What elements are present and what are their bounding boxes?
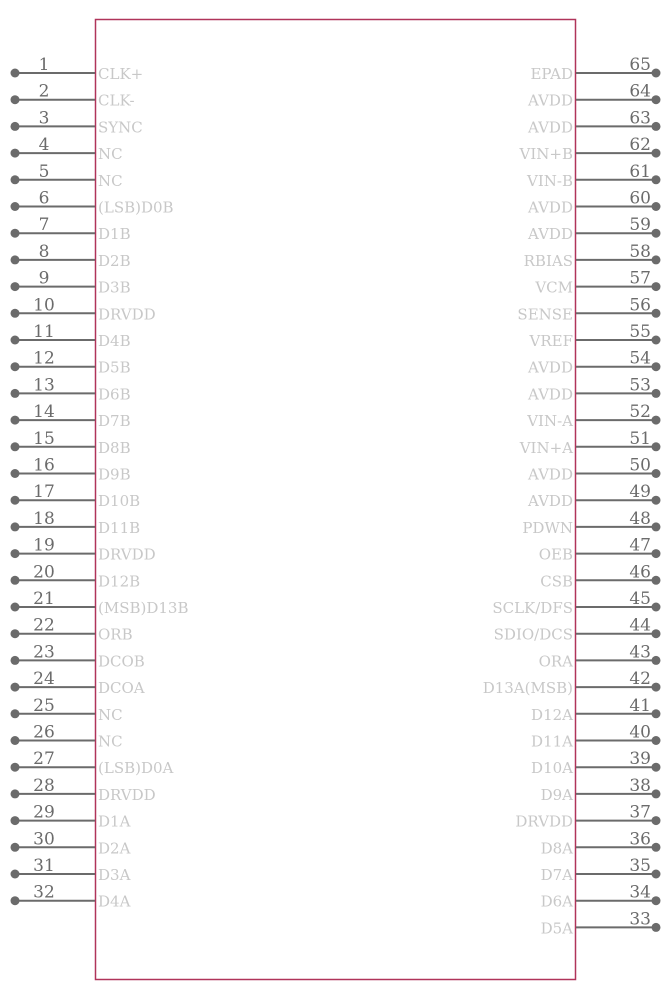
pin-name: (LSB)D0A <box>98 759 174 778</box>
pin-endpoint-dot <box>652 923 661 932</box>
pin-number: 38 <box>629 775 651 796</box>
pin-63 <box>527 108 660 136</box>
pin-45 <box>492 589 660 617</box>
pin-number: 5 <box>38 161 50 182</box>
pin-name: (MSB)D13B <box>98 599 189 617</box>
pin-40 <box>531 723 660 751</box>
pin-65 <box>530 55 660 83</box>
pin-name: D5B <box>98 358 131 377</box>
pin-name: D10B <box>98 492 141 511</box>
pin-endpoint-dot <box>652 496 661 505</box>
pin-endpoint-dot <box>11 843 20 852</box>
pin-42 <box>483 669 661 697</box>
pin-30 <box>11 829 131 857</box>
pin-endpoint-dot <box>652 442 661 451</box>
pin-endpoint-dot <box>652 576 661 585</box>
pin-endpoint-dot <box>652 175 661 184</box>
pin-endpoint-dot <box>11 816 20 825</box>
pin-number: 15 <box>33 428 55 449</box>
pin-endpoint-dot <box>652 469 661 478</box>
pin-21 <box>11 589 189 617</box>
pin-name: AVDD <box>528 118 573 137</box>
pin-endpoint-dot <box>652 416 661 425</box>
pin-name: CSB <box>540 572 573 591</box>
pin-number: 21 <box>33 589 55 609</box>
pin-26 <box>11 723 123 751</box>
pin-29 <box>11 803 131 831</box>
component-body <box>96 20 576 980</box>
pin-endpoint-dot <box>652 255 661 264</box>
pin-name: D4A <box>98 892 131 911</box>
pin-number: 57 <box>629 268 651 289</box>
pin-number: 3 <box>38 108 50 129</box>
pin-number: 36 <box>629 829 651 850</box>
pin-55 <box>529 322 661 350</box>
pin-endpoint-dot <box>652 763 661 772</box>
pin-name: OEB <box>538 545 573 564</box>
pin-number: 9 <box>38 268 50 289</box>
pin-number: 40 <box>629 722 651 743</box>
pin-name: DRVDD <box>98 785 156 804</box>
pin-name: D8B <box>98 438 131 457</box>
pin-50 <box>527 456 660 484</box>
pin-5 <box>11 162 123 190</box>
pin-61 <box>526 162 660 190</box>
pin-44 <box>494 616 661 644</box>
pin-54 <box>527 349 660 377</box>
pin-name: SENSE <box>517 305 573 324</box>
pin-name: D5A <box>540 919 573 938</box>
pin-16 <box>11 456 131 484</box>
pin-endpoint-dot <box>11 309 20 318</box>
pin-endpoint-dot <box>11 789 20 798</box>
pin-2 <box>11 82 135 110</box>
pin-number: 47 <box>629 535 651 556</box>
pin-1 <box>11 55 144 83</box>
pin-number: 25 <box>33 695 55 716</box>
pin-number: 51 <box>629 428 651 449</box>
pin-name: PDWN <box>522 518 573 537</box>
pin-62 <box>519 135 661 163</box>
pin-number: 2 <box>38 81 50 102</box>
pin-number: 56 <box>629 295 651 316</box>
pin-endpoint-dot <box>652 629 661 638</box>
pin-14 <box>11 402 131 430</box>
pin-53 <box>527 375 660 403</box>
pin-27 <box>11 749 174 777</box>
pin-name: D6B <box>98 385 131 404</box>
pin-name: NC <box>98 732 123 751</box>
pin-6 <box>11 189 174 217</box>
pin-endpoint-dot <box>652 843 661 852</box>
pin-name: DRVDD <box>98 305 156 324</box>
pin-12 <box>11 349 131 377</box>
pin-number: 55 <box>629 322 651 342</box>
pin-41 <box>531 696 660 724</box>
pin-endpoint-dot <box>11 549 20 558</box>
pin-17 <box>11 482 141 510</box>
pin-number: 39 <box>629 749 651 770</box>
pin-number: 8 <box>38 241 50 262</box>
pin-name: AVDD <box>528 91 573 110</box>
pin-number: 61 <box>629 161 651 182</box>
pin-name: VIN+B <box>519 145 573 164</box>
pin-endpoint-dot <box>652 122 661 131</box>
pin-endpoint-dot <box>11 656 20 665</box>
pin-number: 52 <box>629 402 651 423</box>
pin-name: NC <box>98 705 123 724</box>
pin-endpoint-dot <box>652 202 661 211</box>
pin-number: 30 <box>33 829 55 850</box>
pin-number: 23 <box>33 642 55 663</box>
pin-name: D7A <box>540 866 573 884</box>
pin-name: VIN+A <box>519 438 573 457</box>
pin-number: 10 <box>33 295 55 316</box>
pin-name: D13A(MSB) <box>482 679 573 698</box>
pin-endpoint-dot <box>11 736 20 745</box>
pin-19 <box>11 536 156 564</box>
pin-number: 48 <box>629 508 651 529</box>
pin-number: 35 <box>629 856 651 876</box>
pin-name: EPAD <box>530 65 573 83</box>
pin-name: D6A <box>540 892 573 911</box>
pin-9 <box>11 269 131 297</box>
pin-number: 31 <box>33 856 55 876</box>
pin-name: AVDD <box>528 492 573 511</box>
pin-name: D11B <box>98 518 141 537</box>
pin-number: 45 <box>629 589 651 609</box>
pin-endpoint-dot <box>652 309 661 318</box>
pin-32 <box>11 883 131 911</box>
pin-endpoint-dot <box>11 175 20 184</box>
pin-endpoint-dot <box>652 522 661 531</box>
pin-name: SYNC <box>98 118 143 137</box>
pin-endpoint-dot <box>652 336 661 345</box>
pin-name: VCM <box>535 278 573 297</box>
pin-endpoint-dot <box>652 816 661 825</box>
pin-number: 64 <box>629 81 651 102</box>
pin-endpoint-dot <box>652 683 661 692</box>
pin-endpoint-dot <box>11 122 20 131</box>
pin-number: 16 <box>33 455 55 476</box>
pin-name: ORA <box>538 652 573 671</box>
pin-name: DCOB <box>98 652 145 671</box>
pin-number: 4 <box>38 135 50 156</box>
pin-name: DCOA <box>98 679 145 698</box>
pin-number: 34 <box>629 882 651 903</box>
pin-endpoint-dot <box>652 656 661 665</box>
pin-number: 29 <box>33 802 55 823</box>
pin-58 <box>524 242 661 270</box>
pin-name: AVDD <box>528 225 573 244</box>
pin-3 <box>11 108 143 136</box>
pin-name: D2B <box>98 251 131 270</box>
pin-number: 46 <box>629 562 651 583</box>
pin-endpoint-dot <box>11 576 20 585</box>
pin-endpoint-dot <box>11 896 20 905</box>
pin-number: 50 <box>629 455 651 476</box>
pin-24 <box>11 669 145 697</box>
pin-number: 19 <box>33 535 55 556</box>
pin-name: D7B <box>98 412 131 431</box>
pin-name: D1A <box>98 812 131 831</box>
pin-57 <box>534 269 660 297</box>
pin-15 <box>11 429 131 457</box>
pin-43 <box>539 642 661 670</box>
pin-47 <box>539 536 661 564</box>
pin-endpoint-dot <box>652 95 661 104</box>
pin-endpoint-dot <box>11 95 20 104</box>
pin-name: AVDD <box>528 385 573 404</box>
pin-number: 33 <box>629 909 651 930</box>
pin-number: 14 <box>33 402 55 423</box>
pin-endpoint-dot <box>652 603 661 612</box>
pin-38 <box>541 776 661 804</box>
pin-endpoint-dot <box>652 789 661 798</box>
pin-name: D1B <box>98 225 131 244</box>
pin-endpoint-dot <box>652 69 661 78</box>
pin-56 <box>517 295 660 323</box>
pin-number: 22 <box>33 615 55 636</box>
pin-endpoint-dot <box>11 255 20 264</box>
pin-number: 53 <box>629 375 651 396</box>
pin-number: 60 <box>629 188 651 209</box>
pin-endpoint-dot <box>652 362 661 371</box>
pin-number: 42 <box>629 669 651 690</box>
pin-name: D8A <box>540 839 573 858</box>
pin-name: NC <box>98 145 123 164</box>
pin-7 <box>11 215 131 243</box>
pin-endpoint-dot <box>11 416 20 425</box>
pin-49 <box>527 482 660 510</box>
pin-name: RBIAS <box>523 251 573 270</box>
pin-endpoint-dot <box>11 442 20 451</box>
pin-endpoint-dot <box>652 229 661 238</box>
pin-endpoint-dot <box>652 389 661 398</box>
pin-22 <box>11 616 133 644</box>
pin-endpoint-dot <box>11 870 20 879</box>
pin-number: 27 <box>33 749 55 770</box>
pin-endpoint-dot <box>652 149 661 158</box>
pin-31 <box>11 856 131 884</box>
pin-name: D12B <box>98 572 141 591</box>
pin-10 <box>11 295 156 323</box>
pin-number: 7 <box>38 215 50 236</box>
pin-number: 41 <box>629 695 651 716</box>
pin-endpoint-dot <box>11 229 20 238</box>
pin-number: 26 <box>33 722 55 743</box>
pin-name: NC <box>98 171 123 190</box>
pin-number: 20 <box>33 562 55 583</box>
pin-48 <box>522 509 660 537</box>
pin-name: VREF <box>529 332 573 350</box>
pin-number: 18 <box>33 508 55 529</box>
pin-endpoint-dot <box>11 282 20 291</box>
pin-endpoint-dot <box>11 362 20 371</box>
pin-name: D9A <box>540 785 573 804</box>
pin-name: AVDD <box>528 465 573 484</box>
pin-number: 58 <box>629 241 651 262</box>
pin-11 <box>11 322 131 350</box>
pin-36 <box>541 829 661 857</box>
pin-name: CLK+ <box>98 65 144 83</box>
pin-name: D4B <box>98 332 131 350</box>
pin-20 <box>11 562 141 590</box>
pin-number: 37 <box>629 802 651 823</box>
pin-endpoint-dot <box>11 469 20 478</box>
pin-name: CLK- <box>98 91 135 110</box>
pin-name: D11A <box>531 732 573 751</box>
pin-endpoint-dot <box>11 522 20 531</box>
pin-endpoint-dot <box>11 709 20 718</box>
pin-number: 49 <box>629 482 651 503</box>
pin-name: D9B <box>98 465 131 484</box>
pin-23 <box>11 642 145 670</box>
pin-endpoint-dot <box>652 870 661 879</box>
pin-37 <box>515 803 660 831</box>
pin-51 <box>519 429 661 457</box>
pin-endpoint-dot <box>11 389 20 398</box>
pin-endpoint-dot <box>11 336 20 345</box>
pin-name: VIN-B <box>527 171 573 190</box>
pin-name: ORB <box>98 625 133 644</box>
right-pin-group <box>483 55 661 937</box>
pin-number: 1 <box>38 55 50 75</box>
pin-64 <box>527 82 660 110</box>
pin-number: 65 <box>629 55 651 75</box>
pin-endpoint-dot <box>11 629 20 638</box>
pin-endpoint-dot <box>11 763 20 772</box>
pin-33 <box>541 909 661 937</box>
pin-60 <box>527 189 660 217</box>
pin-number: 62 <box>629 135 651 156</box>
pin-number: 11 <box>33 322 55 342</box>
pin-28 <box>11 776 156 804</box>
pin-name: D12A <box>531 705 573 724</box>
pin-endpoint-dot <box>11 69 20 78</box>
pin-8 <box>11 242 131 270</box>
pin-endpoint-dot <box>11 683 20 692</box>
pin-46 <box>540 562 660 590</box>
pin-number: 28 <box>33 775 55 796</box>
pin-4 <box>11 135 123 163</box>
pin-name: VIN-A <box>527 412 573 431</box>
pin-18 <box>11 509 141 537</box>
pin-name: AVDD <box>528 198 573 217</box>
left-pin-group <box>11 55 189 911</box>
pin-name: D3A <box>98 866 131 884</box>
pin-endpoint-dot <box>11 149 20 158</box>
pin-endpoint-dot <box>11 202 20 211</box>
pin-name: SCLK/DFS <box>492 599 573 617</box>
pin-endpoint-dot <box>652 709 661 718</box>
pin-name: D10A <box>531 759 573 778</box>
pin-34 <box>541 883 661 911</box>
pin-number: 63 <box>629 108 651 129</box>
pin-number: 24 <box>33 669 55 690</box>
pin-number: 13 <box>33 375 55 396</box>
pin-number: 54 <box>629 348 651 369</box>
pin-name: D3B <box>98 278 131 297</box>
pin-name: SDIO/DCS <box>493 625 573 644</box>
pin-number: 17 <box>33 482 55 503</box>
pin-number: 43 <box>629 642 651 663</box>
pin-endpoint-dot <box>652 282 661 291</box>
pin-name: DRVDD <box>98 545 156 564</box>
pin-39 <box>531 749 660 777</box>
pin-25 <box>11 696 123 724</box>
pin-number: 59 <box>629 215 651 236</box>
pin-endpoint-dot <box>11 496 20 505</box>
pin-endpoint-dot <box>652 736 661 745</box>
pin-endpoint-dot <box>652 896 661 905</box>
pin-name: DRVDD <box>515 812 573 831</box>
pin-number: 12 <box>33 348 55 369</box>
pin-13 <box>11 375 131 403</box>
pin-number: 44 <box>629 615 651 636</box>
pin-number: 6 <box>38 188 50 209</box>
pin-35 <box>541 856 661 884</box>
pin-number: 32 <box>33 882 55 903</box>
pin-endpoint-dot <box>11 603 20 612</box>
pin-name: D2A <box>98 839 131 858</box>
pin-name: AVDD <box>528 358 573 377</box>
pin-endpoint-dot <box>652 549 661 558</box>
pin-59 <box>527 215 660 243</box>
pin-name: (LSB)D0B <box>98 198 174 217</box>
pin-52 <box>526 402 660 430</box>
